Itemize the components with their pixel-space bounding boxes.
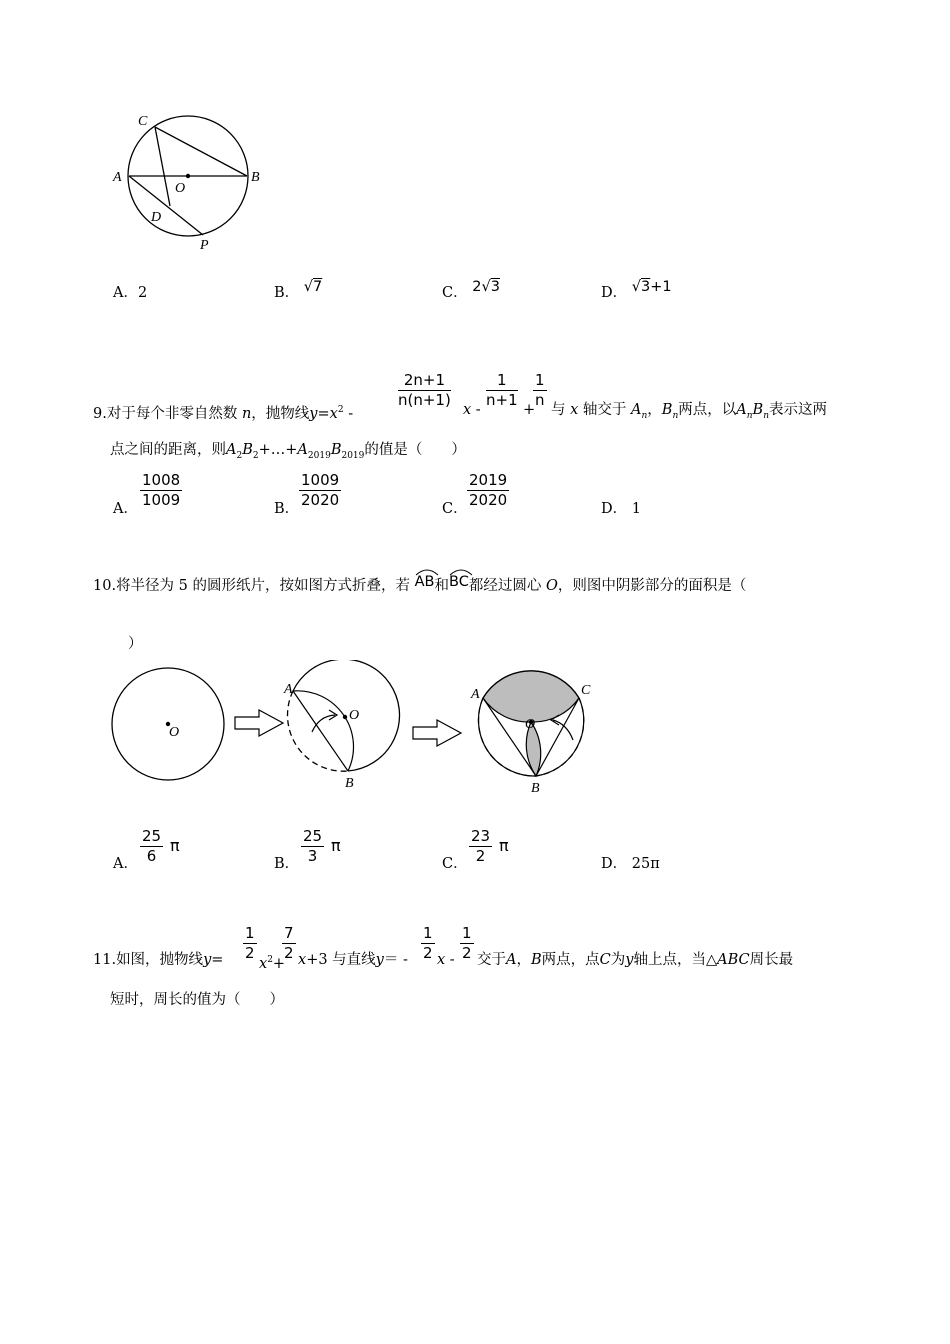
- label-p: P: [200, 238, 209, 253]
- q10-option-a-pi: π: [170, 836, 180, 855]
- q9-stem-line1: 9.对于每个非零自然数 n，抛物线$y=x^2$ -: [93, 405, 354, 422]
- fig3-label-b: B: [531, 781, 540, 796]
- fig2-label-o: O: [349, 708, 360, 723]
- q9-fraction-1: $\frac{2n+1}{n(n+1)}$: [398, 371, 451, 409]
- q10-stem-line1: 10.将半径为 5 的圆形纸片，按如图方式折叠，若 AB和 BC都经过圆心 O，则图中阴影部分的面积是（: [93, 577, 746, 595]
- arc-bc-mark: [449, 568, 473, 576]
- q8-option-d: D． √3+1: [601, 279, 672, 301]
- q10-option-d: D． 25π: [601, 856, 660, 872]
- q11-stem-part1: 11.如图，抛物线y=: [93, 952, 224, 968]
- fig2-label-b: B: [345, 776, 354, 791]
- q10-option-b-pi: π: [331, 836, 341, 855]
- q9-option-b-fraction: $\frac{1009}{2020}$: [301, 471, 340, 509]
- arc-ab-mark: [415, 568, 439, 576]
- q10-option-c: C．: [442, 856, 468, 872]
- q10-option-c-pi: π: [499, 836, 509, 855]
- q9-option-a: A．: [113, 501, 138, 517]
- q9-fraction-3: $\frac{1}{n}$: [535, 371, 545, 409]
- label-o: O: [175, 181, 186, 196]
- q9-stem-tail: 与 x 轴交于 $A_n$，$B_n$两点，以$A_nB_n$表示这两: [551, 402, 827, 421]
- q11-stem-part3: 交于A，B两点，点C为y轴上点，当△ABC周长最: [477, 952, 794, 968]
- q10-option-b: B．: [274, 856, 300, 872]
- fig2-label-a: A: [284, 682, 293, 697]
- q11-stem-part2: x+3 与直线y＝ -: [298, 952, 408, 968]
- q11-fraction-1: $\frac{1}{2}$: [245, 924, 255, 962]
- q11-fraction-2: $\frac{7}{2}$: [284, 924, 294, 962]
- label-b: B: [251, 170, 260, 185]
- q11-x-squared: $x^2+$: [259, 955, 286, 972]
- q9-stem-line2: 点之间的距离，则$A_2B_2+\dots+A_{2019}B_{2019}$的值是（ ）: [110, 442, 466, 461]
- label-d: D: [151, 210, 162, 225]
- q10-option-c-fraction: $\frac{23}{2}$: [471, 827, 491, 865]
- q8-option-a: A．2: [113, 285, 148, 301]
- label-c: C: [138, 114, 148, 129]
- arc-ab: AB: [415, 573, 435, 591]
- q8-circle-figure: [105, 105, 275, 255]
- q8-option-c: C． 2√3: [442, 279, 500, 301]
- arc-bc: BC: [449, 573, 469, 591]
- fig1-label-o: O: [169, 725, 180, 740]
- label-a: A: [113, 170, 122, 185]
- q11-x-linear: x -: [437, 952, 455, 968]
- fig3-label-c: C: [581, 683, 591, 698]
- fig3-label-a: A: [471, 687, 480, 702]
- q10-fold-figure: [105, 660, 605, 800]
- q11-fraction-4: $\frac{1}{2}$: [462, 924, 472, 962]
- fig3-label-o: O: [525, 717, 536, 732]
- q9-plus: +: [523, 402, 536, 418]
- q9-option-a-fraction: $\frac{1008}{1009}$: [142, 471, 181, 509]
- q10-stem-line2: ）: [128, 636, 143, 652]
- q10-option-a: A．: [113, 856, 138, 872]
- q8-option-b: B． √7: [274, 279, 323, 301]
- q9-option-d: D． 1: [601, 501, 641, 517]
- q10-option-a-fraction: $\frac{25}{6}$: [142, 827, 162, 865]
- q11-fraction-3: $\frac{1}{2}$: [423, 924, 433, 962]
- q9-option-c: C．: [442, 501, 468, 517]
- q10-option-b-fraction: $\frac{25}{3}$: [303, 827, 323, 865]
- q9-x-term: x -: [463, 402, 481, 418]
- q11-stem-line2: 短时，周长的值为（ ）: [110, 992, 284, 1008]
- q9-option-c-fraction: $\frac{2019}{2020}$: [469, 471, 508, 509]
- q9-option-b: B．: [274, 501, 300, 517]
- q9-fraction-2: $\frac{1}{n+1}$: [486, 371, 518, 409]
